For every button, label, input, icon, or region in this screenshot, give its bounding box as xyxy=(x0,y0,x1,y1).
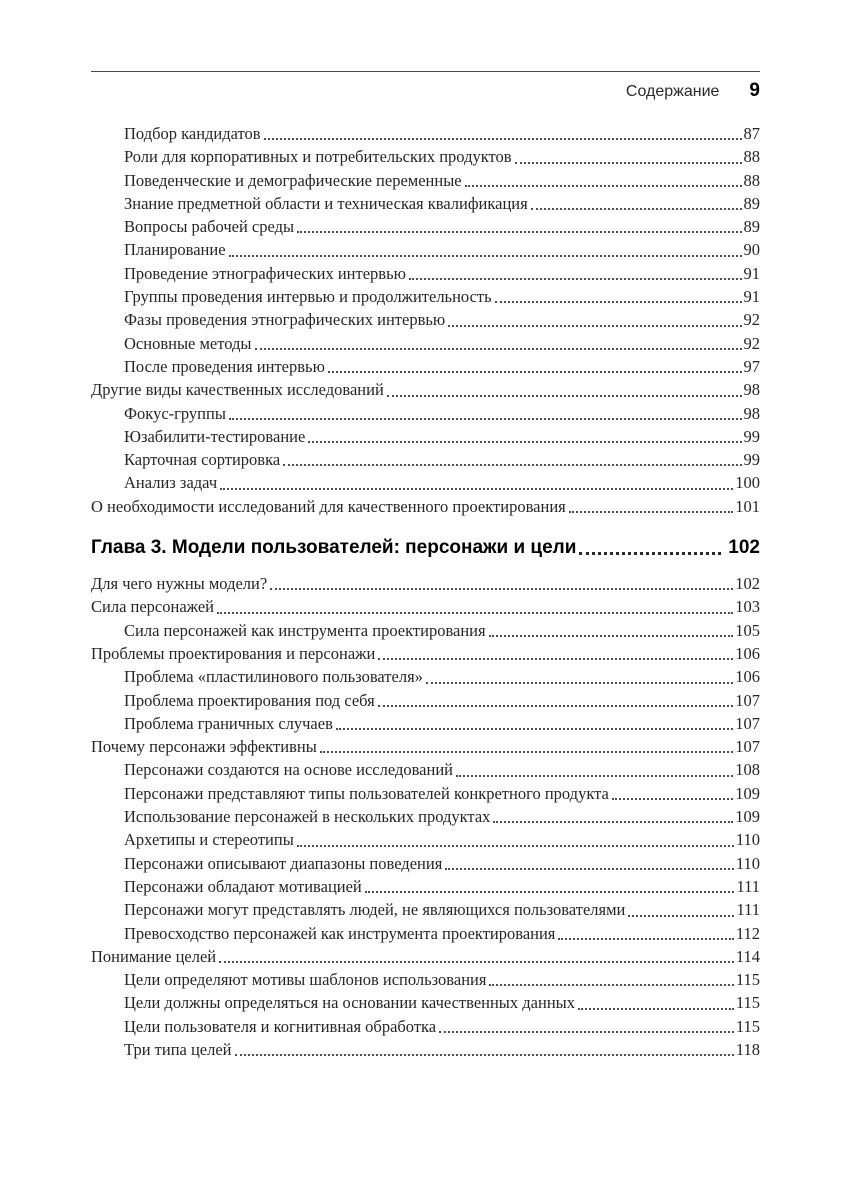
toc-dot-leader xyxy=(229,255,742,257)
toc-dot-leader xyxy=(220,488,733,490)
toc-entry-page: 102 xyxy=(728,537,760,559)
toc-entry xyxy=(91,308,760,331)
toc-entry-title: Цели определяют мотивы шаблонов использования xyxy=(124,970,487,990)
toc-entry-title: Превосходство персонажей как инструмента проектирования xyxy=(124,923,556,943)
toc-entry-title: О необходимости исследований для качественного проектирования xyxy=(91,496,566,516)
toc-entry xyxy=(91,495,760,518)
toc-dot-leader xyxy=(558,938,733,940)
toc-entry xyxy=(91,262,760,285)
toc-entry xyxy=(91,991,760,1014)
toc-entry-page: 98 xyxy=(743,380,760,400)
toc-entry-page: 110 xyxy=(735,853,760,873)
toc-dot-leader xyxy=(445,868,734,870)
toc-entry xyxy=(91,665,760,688)
toc-entry xyxy=(91,169,760,192)
toc-entry-page: 111 xyxy=(736,900,760,920)
toc-dot-leader xyxy=(515,162,742,164)
toc-entry-title: Персонажи создаются на основе исследований xyxy=(124,760,453,780)
toc-entry xyxy=(91,1038,760,1061)
toc-entry-page: 112 xyxy=(735,923,760,943)
toc-dot-leader xyxy=(531,208,742,210)
toc-entry-title: Проблемы проектирования и персонажи xyxy=(91,643,376,663)
page-header xyxy=(91,80,760,102)
toc-dot-leader xyxy=(578,1008,734,1010)
toc-entry xyxy=(91,471,760,494)
toc-dot-leader xyxy=(456,775,733,777)
toc-entry-page: 118 xyxy=(735,1039,760,1059)
toc-entry xyxy=(91,922,760,945)
toc-entry-page: 106 xyxy=(735,667,760,687)
toc-entry-title: Подбор кандидатов xyxy=(124,124,261,143)
header-rule xyxy=(91,71,760,72)
toc-entry-title: Проблема граничных случаев xyxy=(124,713,333,733)
toc-entry-title: Другие виды качественных исследований xyxy=(91,380,384,400)
toc-entry-title: Глава 3. Модели пользователей: персонажи и цели xyxy=(91,537,577,559)
toc-entry-page: 88 xyxy=(743,147,760,167)
toc-entry-page: 107 xyxy=(735,690,760,710)
toc-dot-leader xyxy=(297,231,741,233)
toc-entry-title: Персонажи описывают диапазоны поведения xyxy=(124,853,443,873)
toc-entry-title: Сила персонажей как инструмента проектирования xyxy=(124,620,486,640)
toc-entry xyxy=(91,448,760,471)
toc-list xyxy=(91,122,760,1061)
toc-dot-leader xyxy=(448,325,741,327)
toc-entry-title: Персонажи могут представлять людей, не являющихся пользователями xyxy=(124,900,626,920)
toc-dot-leader xyxy=(255,348,742,350)
toc-entry-page: 101 xyxy=(735,496,760,516)
toc-entry xyxy=(91,145,760,168)
toc-dot-leader xyxy=(365,891,735,893)
toc-entry xyxy=(91,852,760,875)
toc-entry-title: Персонажи представляют типы пользователей конкретного продукта xyxy=(124,783,609,803)
toc-entry-page: 102 xyxy=(735,574,760,594)
toc-entry xyxy=(91,968,760,991)
toc-entry-page: 109 xyxy=(735,783,760,803)
toc-entry-page: 106 xyxy=(735,643,760,663)
toc-dot-leader xyxy=(426,682,733,684)
running-head-title: Содержание xyxy=(625,83,720,100)
toc-entry xyxy=(91,355,760,378)
toc-entry xyxy=(91,402,760,425)
toc-entry-title: Почему персонажи эффективны xyxy=(91,737,317,757)
toc-entry xyxy=(91,828,760,851)
toc-entry-title: Фокус-группы xyxy=(124,403,226,423)
toc-entry-title: Проблема «пластилинового пользователя» xyxy=(124,667,423,687)
toc-entry xyxy=(91,238,760,261)
toc-entry-page: 91 xyxy=(743,287,760,307)
toc-entry-page: 105 xyxy=(735,620,760,640)
toc-entry-page: 97 xyxy=(743,356,760,376)
toc-entry xyxy=(91,332,760,355)
toc-entry-title: Три типа целей xyxy=(124,1039,232,1059)
toc-entry-title: Проблема проектирования под себя xyxy=(124,690,375,710)
toc-entry xyxy=(91,535,760,561)
toc-entry-page: 92 xyxy=(743,310,760,330)
toc-entry xyxy=(91,642,760,665)
toc-entry xyxy=(91,122,760,145)
toc-entry-title: Знание предметной области и техническая квалификация xyxy=(124,193,528,213)
toc-entry xyxy=(91,689,760,712)
toc-dot-leader xyxy=(628,915,734,917)
toc-dot-leader xyxy=(219,961,734,963)
toc-entry xyxy=(91,805,760,828)
toc-entry-title: Сила персонажей xyxy=(91,597,214,617)
toc-dot-leader xyxy=(612,798,733,800)
toc-entry-title: Понимание целей xyxy=(91,946,217,966)
toc-entry-title: Юзабилити-тестирование xyxy=(124,426,306,446)
toc-dot-leader xyxy=(378,658,733,660)
toc-entry-title: После проведения интервью xyxy=(124,356,325,376)
toc-dot-leader xyxy=(270,588,733,590)
toc-dot-leader xyxy=(217,612,733,614)
toc-dot-leader xyxy=(493,821,733,823)
toc-entry xyxy=(91,619,760,642)
toc-entry-title: Фазы проведения этнографических интервью xyxy=(124,310,446,330)
toc-entry-title: Цели пользователя и когнитивная обработка xyxy=(124,1016,437,1036)
toc-dot-leader xyxy=(328,371,742,373)
toc-dot-leader xyxy=(229,418,742,420)
page-number: 9 xyxy=(749,80,760,101)
toc-entry-page: 89 xyxy=(743,193,760,213)
toc-entry-page: 108 xyxy=(735,760,760,780)
toc-entry-page: 114 xyxy=(735,946,760,966)
toc-entry-page: 100 xyxy=(735,473,760,493)
toc-dot-leader xyxy=(308,441,741,443)
toc-entry-page: 99 xyxy=(743,450,760,470)
toc-entry xyxy=(91,1015,760,1038)
toc-dot-leader xyxy=(489,984,733,986)
toc-entry-title: Планирование xyxy=(124,240,226,260)
toc-entry-title: Вопросы рабочей среды xyxy=(124,217,295,237)
toc-entry-title: Проведение этнографических интервью xyxy=(124,263,406,283)
toc-entry xyxy=(91,898,760,921)
toc-entry xyxy=(91,782,760,805)
toc-entry xyxy=(91,572,760,595)
toc-dot-leader xyxy=(489,635,734,637)
toc-dot-leader xyxy=(320,751,733,753)
toc-entry-title: Основные методы xyxy=(124,333,252,353)
toc-entry-title: Поведенческие и демографические переменные xyxy=(124,170,462,190)
toc-entry-title: Персонажи обладают мотивацией xyxy=(124,876,362,896)
toc-entry-page: 88 xyxy=(743,170,760,190)
toc-dot-leader xyxy=(579,552,721,555)
toc-dot-leader xyxy=(387,395,742,397)
toc-entry xyxy=(91,285,760,308)
toc-dot-leader xyxy=(439,1031,734,1033)
toc-entry xyxy=(91,215,760,238)
page-content xyxy=(91,71,760,1061)
toc-dot-leader xyxy=(409,278,742,280)
toc-entry-page: 99 xyxy=(743,426,760,446)
toc-dot-leader xyxy=(569,511,734,513)
toc-dot-leader xyxy=(297,845,734,847)
toc-entry xyxy=(91,735,760,758)
toc-entry-page: 91 xyxy=(743,263,760,283)
toc-entry xyxy=(91,945,760,968)
toc-entry-page: 92 xyxy=(743,333,760,353)
toc-entry xyxy=(91,378,760,401)
toc-dot-leader xyxy=(465,185,742,187)
toc-entry-title: Цели должны определяться на основании качественных данных xyxy=(124,993,575,1013)
toc-entry xyxy=(91,758,760,781)
toc-entry-page: 98 xyxy=(743,403,760,423)
toc-entry-page: 107 xyxy=(735,737,760,757)
toc-entry-page: 115 xyxy=(735,993,760,1013)
toc-entry-title: Использование персонажей в нескольких продуктах xyxy=(124,807,491,827)
toc-entry-page: 115 xyxy=(735,970,760,990)
toc-dot-leader xyxy=(336,728,733,730)
toc-entry-title: Анализ задач xyxy=(124,473,218,493)
toc-entry-page: 115 xyxy=(735,1016,760,1036)
toc-entry-page: 103 xyxy=(735,597,760,617)
toc-entry xyxy=(91,712,760,735)
toc-entry-page: 110 xyxy=(735,830,760,850)
toc-entry xyxy=(91,425,760,448)
toc-entry-title: Группы проведения интервью и продолжительность xyxy=(124,287,492,307)
toc-dot-leader xyxy=(495,301,742,303)
toc-entry-title: Архетипы и стереотипы xyxy=(124,830,294,850)
toc-entry-page: 111 xyxy=(736,876,760,896)
toc-entry-title: Роли для корпоративных и потребительских продуктов xyxy=(124,147,512,167)
toc-dot-leader xyxy=(235,1054,734,1056)
toc-entry-page: 107 xyxy=(735,713,760,733)
toc-entry-page: 87 xyxy=(743,124,760,143)
toc-entry xyxy=(91,595,760,618)
toc-entry-page: 89 xyxy=(743,217,760,237)
toc-dot-leader xyxy=(264,138,742,140)
toc-dot-leader xyxy=(283,464,741,466)
toc-entry-title: Карточная сортировка xyxy=(124,450,281,470)
toc-entry-title: Для чего нужны модели? xyxy=(91,574,268,594)
toc-dot-leader xyxy=(378,705,734,707)
toc-entry xyxy=(91,875,760,898)
toc-entry-page: 109 xyxy=(735,807,760,827)
toc-entry-page: 90 xyxy=(743,240,760,260)
toc-entry xyxy=(91,192,760,215)
